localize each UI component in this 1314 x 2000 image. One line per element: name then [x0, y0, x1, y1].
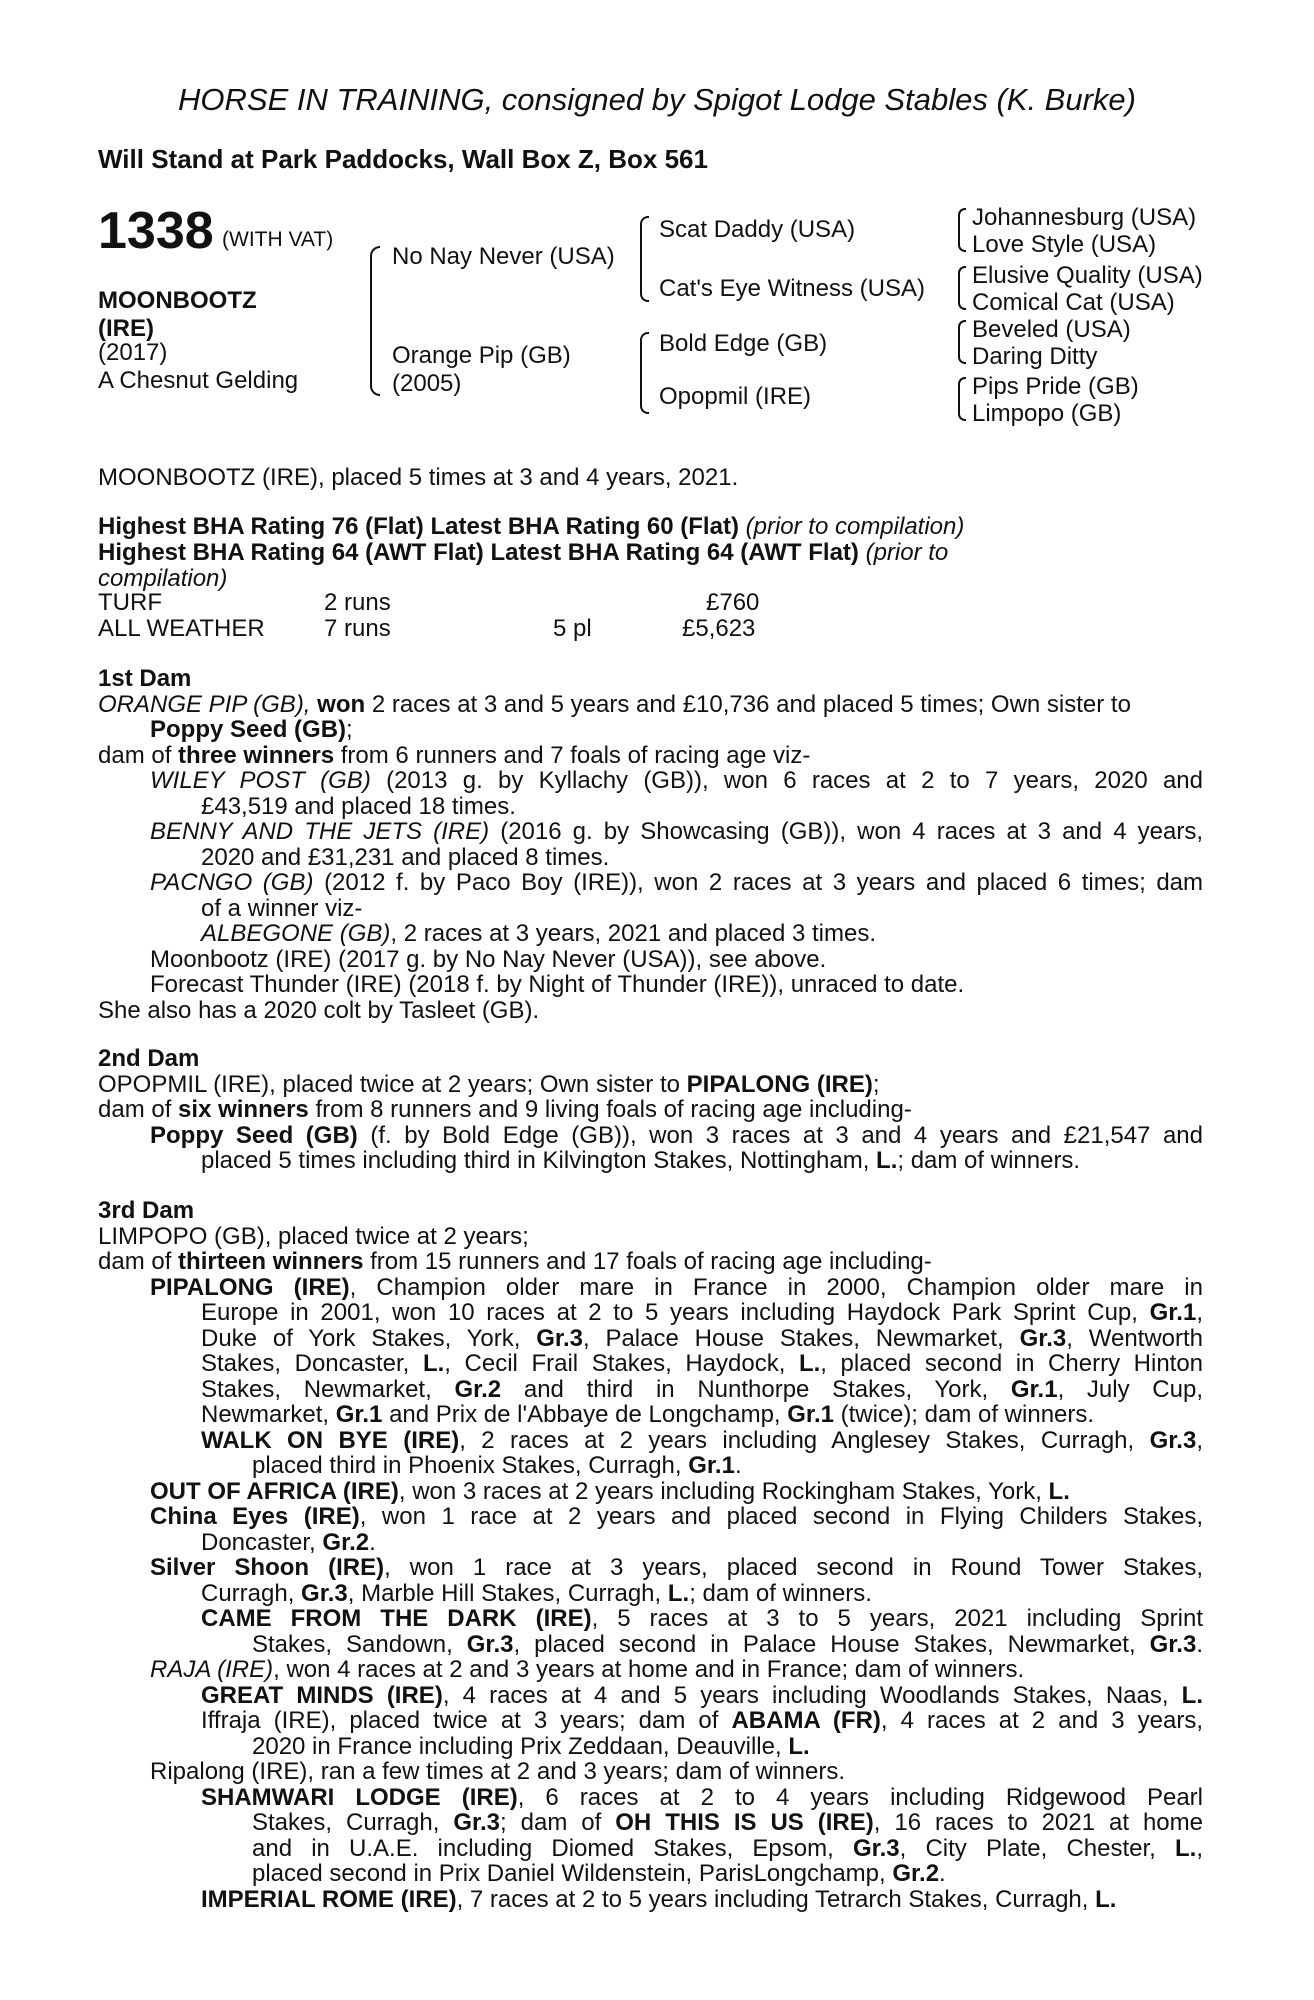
offspring-name: ALBEGONE (GB) [201, 920, 391, 947]
stats-surface: ALL WEATHER [98, 615, 265, 642]
text: , Cecil Frail Stakes, Haydock, [444, 1350, 786, 1377]
stats-prize: £760 [706, 589, 760, 616]
rating-line1: Highest BHA Rating 76 (Flat) Latest BHA Rating 60 (Flat) [98, 513, 739, 540]
grade-tag: Gr.3 [852, 1834, 900, 1862]
first-dam-heading: 1st Dam [98, 665, 192, 692]
gp-bracket-3 [958, 320, 966, 364]
grade-tag: Gr.2 [454, 1375, 502, 1403]
sister-name: Poppy Seed (GB) [150, 716, 347, 743]
horse-name [98, 287, 257, 343]
text: dam of [98, 1096, 172, 1123]
text: Stakes, Doncaster, [201, 1350, 410, 1377]
rating-note1: (prior to compilation) [745, 513, 965, 540]
grade-tag: Gr.1 [1149, 1299, 1197, 1326]
grade-tag: Gr.2 [322, 1528, 370, 1556]
pedigree-gp5: Beveled (USA) [972, 316, 1131, 343]
text: Stakes, Curragh, [252, 1809, 440, 1836]
grade-tag: Gr.3 [453, 1809, 501, 1836]
grade-tag: Gr.3 [1149, 1426, 1197, 1454]
listed-tag: L. [422, 1350, 445, 1377]
text: , 2 races at 2 years including Anglesey Stakes, Curragh, [459, 1426, 1135, 1454]
offspring-name: OUT OF AFRICA (IRE) [150, 1477, 399, 1505]
offspring-name: PACNGO (GB) [150, 869, 314, 896]
third-dam-heading: 3rd Dam [98, 1197, 195, 1224]
offspring-name: IMPERIAL ROME (IRE) [201, 1885, 457, 1913]
third-dam-section [98, 1198, 1203, 1912]
text: , [1196, 1834, 1204, 1862]
text: Curragh, [201, 1579, 295, 1607]
horse-description: A Chesnut Gelding [98, 367, 299, 394]
listed-tag: L. [1181, 1681, 1203, 1709]
text: , Palace House Stakes, Newmarket, [582, 1324, 1004, 1352]
offspring-record-cont: of a winner viz- [201, 894, 363, 922]
pedigree-gp3: Elusive Quality (USA) [972, 262, 1203, 289]
grade-tag: Gr.1 [1010, 1375, 1058, 1403]
winners-count: six winners [178, 1096, 309, 1123]
offspring-name: Poppy Seed (GB) [150, 1121, 358, 1149]
text: , won 3 races at 2 years including Rockingham Stakes, York, [398, 1477, 1042, 1505]
horse-name-line1: MOONBOOTZ [98, 287, 257, 314]
pedigree-gp2: Love Style (USA) [972, 231, 1157, 258]
horse-info [98, 339, 298, 395]
dam-parents-bracket [640, 332, 649, 414]
text: , [1196, 1426, 1203, 1454]
text: . [369, 1528, 376, 1556]
won-label: won [317, 690, 366, 718]
text: from 8 runners and 9 living foals of racing age including- [315, 1096, 912, 1123]
second-dam-heading: 2nd Dam [98, 1045, 200, 1072]
gp-bracket-1 [958, 208, 966, 252]
stats-surface: TURF [98, 589, 162, 616]
pedigree-gp1: Johannesburg (USA) [972, 204, 1197, 231]
text: and in U.A.E. including Diomed Stakes, Epsom, [252, 1834, 834, 1862]
listed-tag: L. [798, 1350, 821, 1377]
offspring-entry: Forecast Thunder (IRE) (2018 f. by Night of Thunder (IRE)), unraced to date. [150, 971, 965, 998]
horse-year: (2017) [98, 339, 168, 366]
text: , City Plate, Chester, [899, 1834, 1156, 1862]
rating-line2: Highest BHA Rating 64 (AWT Flat) Latest BHA Rating 64 (AWT Flat) [98, 539, 859, 566]
text: , [1196, 1299, 1203, 1326]
pedigree-gp6: Daring Ditty [972, 343, 1098, 370]
offspring-record: , 2 races at 3 years, 2021 and placed 3 times. [390, 920, 876, 947]
offspring-entry: Ripalong (IRE), ran a few times at 2 and 3 years; dam of winners. [150, 1758, 845, 1785]
pedigree-dam-dam: Opopmil (IRE) [659, 383, 812, 410]
pedigree-sire-dam: Cat's Eye Witness (USA) [659, 275, 925, 302]
horse-name-line2: (IRE) [98, 315, 154, 342]
text: , 7 races at 2 to 5 years including Tetrarch Stakes, Curragh, [456, 1885, 1089, 1913]
pedigree-sire-sire: Scat Daddy (USA) [659, 216, 856, 243]
text: Doncaster, [201, 1528, 316, 1556]
offspring-name: GREAT MINDS (IRE) [201, 1681, 443, 1709]
offspring-name: WALK ON BYE (IRE) [201, 1426, 460, 1454]
grade-tag: Gr.3 [466, 1630, 514, 1658]
grade-tag: Gr.3 [1019, 1324, 1067, 1352]
text: ; dam of winners. [689, 1579, 872, 1607]
stats-runs: 2 runs [324, 589, 391, 616]
winners-count: thirteen winners [178, 1248, 364, 1275]
sister-name: PIPALONG (IRE) [686, 1070, 873, 1098]
offspring-record-cont: placed 5 times including third in Kilvington Stakes, Nottingham, [201, 1147, 870, 1174]
text: , placed second in Cherry Hinton [820, 1350, 1204, 1377]
text: , won 1 race at 3 years, placed second in Round Tower Stakes, [384, 1554, 1203, 1581]
text: . [1196, 1630, 1203, 1658]
stats-runs: 7 runs [324, 615, 391, 642]
text: ; dam of [500, 1809, 602, 1836]
pedigree-gp7: Pips Pride (GB) [972, 373, 1139, 400]
stats-row-turf [98, 590, 798, 616]
vat-note: (WITH VAT) [222, 228, 334, 251]
offspring-name: PIPALONG (IRE) [150, 1273, 350, 1301]
text: ; dam of winners. [897, 1147, 1081, 1174]
grade-tag: Gr.1 [787, 1401, 834, 1428]
grade-tag: Gr.3 [1149, 1630, 1197, 1658]
offspring-record: (2012 f. by Paco Boy (IRE)), won 2 races at 3 years and placed 6 times; dam [324, 869, 1204, 896]
offspring-name: CAME FROM THE DARK (IRE) [201, 1605, 592, 1632]
stats-placed: 5 pl [553, 615, 592, 642]
text: Stakes, Newmarket, [201, 1375, 432, 1403]
text: , won 4 races at 2 and 3 years at home and in France; dam of winners. [273, 1656, 1025, 1683]
offspring-entry: Moonbootz (IRE) (2017 g. by No Nay Never (USA)), see above. [150, 945, 827, 973]
gp-bracket-2 [958, 266, 966, 310]
text: , 4 races at 4 and 5 years including Woodlands Stakes, Naas, [442, 1681, 1169, 1709]
text: , 6 races at 2 to 4 years including Ridgewood Pearl [517, 1783, 1203, 1811]
listed-tag: L. [788, 1732, 810, 1760]
text: and Prix de l'Abbaye de Longchamp, [389, 1401, 781, 1428]
offspring-name: OH THIS IS US (IRE) [615, 1809, 874, 1836]
punct: ; [346, 716, 353, 743]
offspring-note: She also has a 2020 colt by Tasleet (GB). [98, 996, 540, 1024]
punct: ; [872, 1070, 880, 1098]
sire-dam-bracket [370, 246, 380, 396]
listed-tag: L. [1048, 1477, 1070, 1505]
pedigree-gp8: Limpopo (GB) [972, 400, 1122, 427]
pedigree-dam: Orange Pip (GB) [392, 342, 571, 369]
second-dam-section [98, 1046, 1203, 1174]
offspring-record: (2013 g. by Kyllachy (GB)), won 6 races at 2 to 7 years, 2020 and [386, 767, 1203, 794]
grade-tag: Gr.1 [688, 1452, 735, 1479]
stats-prize: £5,623 [682, 615, 756, 642]
text: , placed second in Palace House Stakes, Newmarket, [513, 1630, 1136, 1658]
offspring-name: WILEY POST (GB) [150, 767, 371, 794]
text: dam of [98, 1248, 172, 1275]
listed-tag: L. [876, 1147, 898, 1174]
text: Iffraja (IRE), placed twice at 3 years; dam of [201, 1707, 719, 1734]
dam-record: 2 races at 3 and 5 years and £10,736 and placed 5 times; Own sister to [371, 690, 1131, 718]
text: , 5 races at 3 to 5 years, 2021 including Sprint [591, 1605, 1203, 1632]
grade-tag: Gr.3 [536, 1324, 583, 1352]
offspring-record-cont: 2020 and £31,231 and placed 8 times. [201, 843, 610, 871]
text: Europe in 2001, won 10 races at 2 to 5 years including Haydock Park Sprint Cup, [201, 1299, 1138, 1326]
stand-location: Will Stand at Park Paddocks, Wall Box Z, Box 561 [98, 144, 708, 174]
offspring-name: ABAMA (FR) [731, 1707, 881, 1734]
text: (twice); dam of winners. [840, 1401, 1095, 1428]
rating-note2a: (prior to [865, 539, 949, 566]
offspring-name: SHAMWARI LODGE (IRE) [201, 1783, 518, 1811]
grade-tag: Gr.3 [301, 1579, 348, 1607]
text: . [939, 1860, 946, 1887]
text: , won 1 race at 2 years and placed second in Flying Childers Stakes, [359, 1503, 1204, 1530]
text: . [734, 1452, 742, 1479]
ratings [98, 514, 1203, 592]
text: , Wentworth [1066, 1324, 1204, 1352]
pedigree-gp4: Comical Cat (USA) [972, 289, 1175, 316]
listed-tag: L. [1095, 1885, 1117, 1913]
dam-name: ORANGE PIP (GB), [98, 690, 311, 718]
page-title: HORSE IN TRAINING, consigned by Spigot Lodge Stables (K. Burke) [178, 82, 1136, 117]
text: , 4 races at 2 and 3 years, [880, 1707, 1204, 1734]
listed-tag: L. [667, 1579, 690, 1607]
text: dam of [98, 741, 172, 769]
offspring-record: , Champion older mare in France in 2000, Champion older mare in [349, 1273, 1203, 1301]
text: from 15 runners and 17 foals of racing age including- [370, 1248, 932, 1275]
lot-number: 1338 [98, 202, 214, 260]
rating-note2b: compilation) [98, 565, 228, 592]
text: , 16 races to 2021 at home [873, 1809, 1203, 1836]
offspring-name: Silver Shoon (IRE) [150, 1554, 385, 1581]
sire-parents-bracket [640, 216, 649, 302]
text: placed third in Phoenix Stakes, Curragh, [252, 1452, 682, 1479]
gp-bracket-4 [958, 377, 966, 421]
offspring-record-cont: £43,519 and placed 18 times. [201, 792, 516, 820]
text: Newmarket, [201, 1401, 330, 1428]
text: Stakes, Sandown, [252, 1630, 453, 1658]
race-stats [98, 590, 798, 642]
offspring-record: (2016 g. by Showcasing (GB)), won 4 races at 3 and 4 years, [500, 818, 1204, 845]
offspring-name: RAJA (IRE) [150, 1656, 274, 1683]
offspring-name: China Eyes (IRE) [150, 1503, 360, 1530]
race-summary: MOONBOOTZ (IRE), placed 5 times at 3 and 4 years, 2021. [98, 464, 739, 491]
first-dam-section [98, 666, 1203, 1023]
grade-tag: Gr.1 [335, 1401, 383, 1428]
text: placed second in Prix Daniel Wildenstein, ParisLongchamp, [252, 1860, 886, 1887]
pedigree-dam-year: (2005) [392, 370, 462, 397]
text: and third in Nunthorpe Stakes, York, [523, 1375, 989, 1403]
offspring-name: BENNY AND THE JETS (IRE) [150, 818, 490, 845]
listed-tag: L. [1175, 1834, 1197, 1862]
text: , July Cup, [1057, 1375, 1203, 1403]
winners-count: three winners [178, 741, 335, 769]
text: , Marble Hill Stakes, Curragh, [347, 1579, 662, 1607]
grade-tag: Gr.2 [892, 1860, 940, 1887]
text: Duke of York Stakes, York, [201, 1324, 521, 1352]
stats-row-all-weather [98, 616, 798, 642]
pedigree-sire: No Nay Never (USA) [392, 243, 615, 270]
dam-record: LIMPOPO (GB), placed twice at 2 years; [98, 1222, 529, 1250]
dam-record: OPOPMIL (IRE), placed twice at 2 years; Own sister to [98, 1070, 680, 1098]
pedigree-dam-sire: Bold Edge (GB) [659, 330, 828, 357]
offspring-record: (f. by Bold Edge (GB)), won 3 races at 3 and 4 years and £21,547 and [370, 1121, 1203, 1149]
text: from 6 runners and 7 foals of racing age viz- [340, 741, 811, 769]
text: 2020 in France including Prix Zeddaan, Deauville, [252, 1732, 782, 1760]
